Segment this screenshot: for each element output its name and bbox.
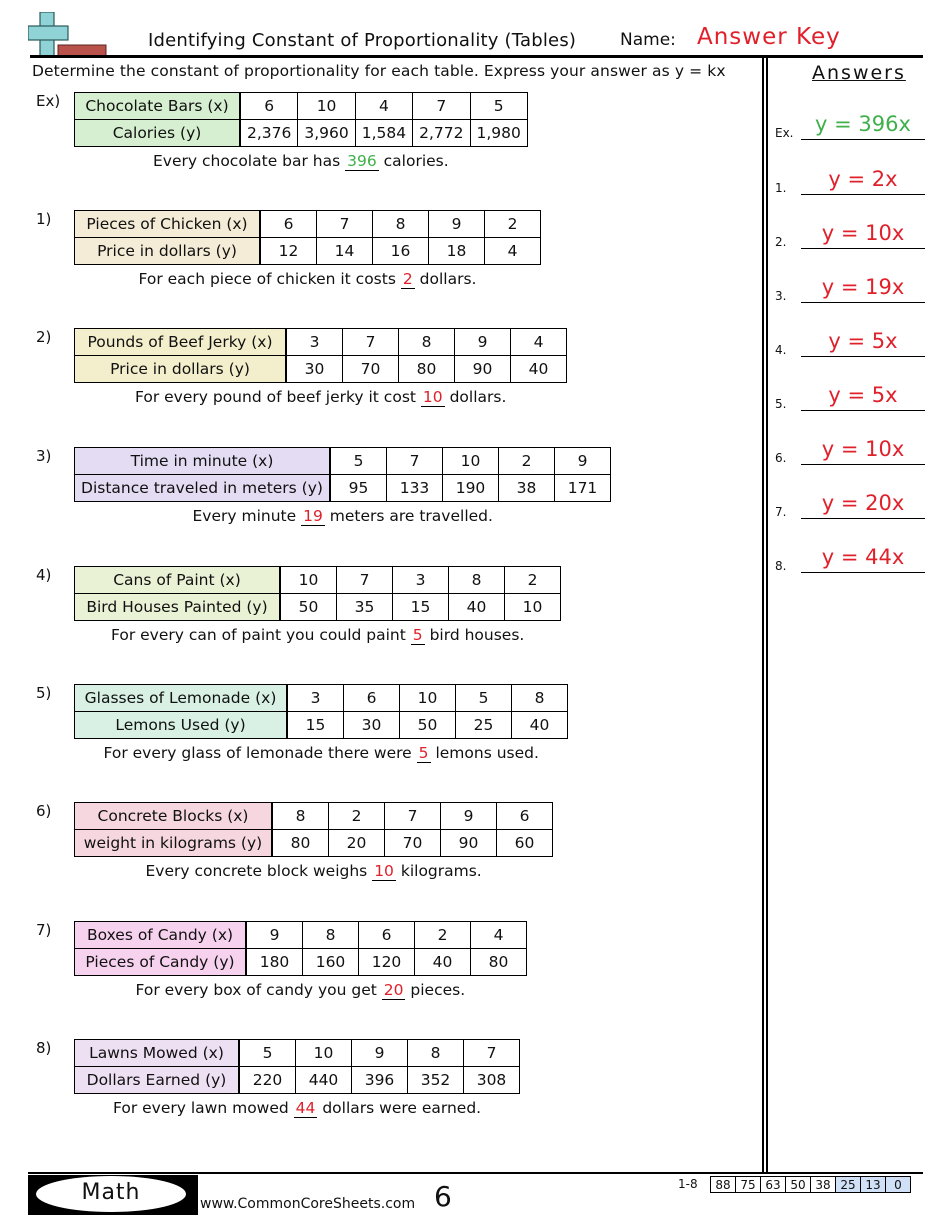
answer-number: 3.	[775, 289, 787, 303]
constant-answer: 396	[347, 152, 377, 170]
x-row	[75, 448, 611, 475]
x-label: Pounds of Beef Jerky (x)	[75, 329, 287, 356]
table-cell: 396	[352, 1067, 408, 1094]
y-label: Bird Houses Painted (y)	[75, 594, 281, 621]
sentence-end: pieces.	[405, 981, 466, 999]
table-cell: 9	[441, 803, 497, 830]
y-row	[75, 238, 541, 265]
table-cell: 9	[455, 329, 511, 356]
x-label: Boxes of Candy (x)	[75, 922, 247, 949]
x-label: Chocolate Bars (x)	[75, 93, 241, 120]
answer-sentence	[139, 270, 477, 288]
table-cell: 308	[464, 1067, 520, 1094]
table-cell: 40	[415, 949, 471, 976]
table-cell: 7	[413, 93, 470, 120]
table-cell: 15	[393, 594, 449, 621]
table-cell: 4	[485, 238, 541, 265]
x-row	[75, 1040, 520, 1067]
answer-sentence	[135, 388, 506, 406]
column-divider	[762, 58, 764, 1173]
answer-value: y = 19x	[821, 275, 905, 299]
answer-value: y = 5x	[828, 329, 898, 353]
ratio-table	[74, 566, 561, 621]
problem-number: 3)	[36, 447, 52, 465]
answer-sentence	[193, 507, 493, 525]
x-row	[75, 329, 567, 356]
constant-answer: 10	[422, 388, 443, 406]
problem-number: 6)	[36, 802, 52, 820]
x-label: Pieces of Chicken (x)	[75, 211, 261, 238]
table-cell: 50	[280, 594, 337, 621]
table-cell: 3	[393, 567, 449, 594]
sentence-start: For every pound of beef jerky it cost	[135, 388, 421, 406]
table-cell: 95	[330, 475, 387, 502]
sentence-end: dollars were earned.	[317, 1099, 482, 1117]
table-cell: 70	[385, 830, 441, 857]
table-cell: 2	[499, 448, 555, 475]
answer-number: Ex.	[775, 126, 794, 140]
answer-number: 2.	[775, 235, 787, 249]
x-row	[75, 93, 528, 120]
x-row	[75, 803, 553, 830]
table-cell: 8	[272, 803, 329, 830]
table-cell: 2	[505, 567, 561, 594]
sentence-end: kilograms.	[395, 862, 482, 880]
table-cell: 10	[298, 93, 355, 120]
y-row	[75, 949, 527, 976]
name-value: Answer Key	[697, 24, 841, 50]
sentence-start: For every glass of lemonade there were	[103, 744, 417, 762]
table-cell: 6	[240, 93, 298, 120]
table-cell: 38	[499, 475, 555, 502]
table-cell: 80	[272, 830, 329, 857]
problem-number: 4)	[36, 566, 52, 584]
answer-number: 7.	[775, 505, 787, 519]
table-cell: 352	[408, 1067, 464, 1094]
sentence-end: dollars.	[444, 388, 507, 406]
table-cell: 10	[505, 594, 561, 621]
y-label: weight in kilograms (y)	[75, 830, 273, 857]
table-cell: 40	[449, 594, 505, 621]
table-cell: 220	[239, 1067, 296, 1094]
ratio-table	[74, 921, 527, 976]
sentence-start: For each piece of chicken it costs	[138, 270, 401, 288]
y-label: Calories (y)	[75, 120, 241, 147]
table-cell: 7	[464, 1040, 520, 1067]
grade-level: 6	[434, 1180, 452, 1213]
sentence-start: For every box of candy you get	[135, 981, 382, 999]
y-label: Pieces of Candy (y)	[75, 949, 247, 976]
table-cell: 7	[337, 567, 393, 594]
table-cell: 5	[470, 93, 527, 120]
problem-item	[0, 802, 760, 920]
score-cell: 50	[786, 1177, 811, 1193]
y-row	[75, 594, 561, 621]
x-label: Time in minute (x)	[75, 448, 331, 475]
answer-number: 6.	[775, 451, 787, 465]
answer-sentence	[111, 626, 524, 644]
answer-sentence	[113, 1099, 481, 1117]
answer-value: y = 5x	[828, 383, 898, 407]
table-cell: 190	[443, 475, 499, 502]
table-cell: 2	[485, 211, 541, 238]
y-label: Price in dollars (y)	[75, 356, 287, 383]
score-cell: 88	[711, 1177, 736, 1193]
table-cell: 2	[329, 803, 385, 830]
table-cell: 4	[355, 93, 412, 120]
constant-answer: 5	[418, 744, 429, 762]
sentence-end: bird houses.	[424, 626, 525, 644]
table-cell: 20	[329, 830, 385, 857]
answer-line	[801, 518, 925, 519]
score-cell: 0	[886, 1177, 911, 1193]
answer-line	[801, 464, 925, 465]
y-row	[75, 1067, 520, 1094]
answer-row	[775, 371, 925, 411]
answer-row	[775, 317, 925, 357]
table-cell: 90	[441, 830, 497, 857]
y-label: Lemons Used (y)	[75, 712, 288, 739]
table-cell: 5	[330, 448, 387, 475]
answers-heading: Answers	[812, 62, 906, 84]
table-cell: 9	[352, 1040, 408, 1067]
table-cell: 10	[280, 567, 337, 594]
problem-item	[0, 210, 760, 328]
sentence-start: For every can of paint you could paint	[111, 626, 411, 644]
y-row	[75, 830, 553, 857]
problem-number: 1)	[36, 210, 52, 228]
y-row	[75, 120, 528, 147]
answer-sentence	[153, 152, 449, 170]
table-cell: 9	[555, 448, 611, 475]
page-title: Identifying Constant of Proportionality (Tables)	[148, 30, 577, 51]
score-cell: 13	[861, 1177, 886, 1193]
ratio-table	[74, 1039, 520, 1094]
table-cell: 2,376	[240, 120, 298, 147]
x-label: Lawns Mowed (x)	[75, 1040, 240, 1067]
table-cell: 8	[408, 1040, 464, 1067]
sentence-start: Every concrete block weighs	[145, 862, 373, 880]
table-cell: 60	[497, 830, 553, 857]
answer-line	[801, 410, 925, 411]
y-row	[75, 356, 567, 383]
table-cell: 5	[456, 685, 512, 712]
answer-number: 1.	[775, 181, 787, 195]
table-cell: 1,584	[355, 120, 412, 147]
score-cell: 75	[736, 1177, 761, 1193]
answer-row	[775, 209, 925, 249]
x-row	[75, 922, 527, 949]
table-cell: 120	[359, 949, 415, 976]
answer-value: y = 396x	[815, 112, 911, 136]
table-cell: 7	[317, 211, 373, 238]
answer-value: y = 20x	[821, 491, 905, 515]
table-cell: 15	[287, 712, 344, 739]
table-cell: 50	[400, 712, 456, 739]
table-cell: 9	[246, 922, 303, 949]
table-cell: 7	[343, 329, 399, 356]
table-cell: 90	[455, 356, 511, 383]
answer-row	[775, 479, 925, 519]
x-label: Cans of Paint (x)	[75, 567, 281, 594]
table-cell: 8	[373, 211, 429, 238]
x-row	[75, 567, 561, 594]
answer-sentence	[146, 862, 482, 880]
problem-item	[0, 92, 760, 210]
table-cell: 6	[344, 685, 400, 712]
x-row	[75, 685, 568, 712]
table-cell: 1,980	[470, 120, 527, 147]
answer-row	[775, 533, 925, 573]
constant-answer: 20	[383, 981, 404, 999]
answer-number: 4.	[775, 343, 787, 357]
answer-row	[775, 155, 925, 195]
table-cell: 8	[399, 329, 455, 356]
ratio-table	[74, 684, 568, 739]
score-cell: 63	[761, 1177, 786, 1193]
table-cell: 10	[443, 448, 499, 475]
table-cell: 25	[456, 712, 512, 739]
problem-number: Ex)	[36, 92, 61, 110]
problem-item	[0, 921, 760, 1039]
website-link[interactable]: www.CommonCoreSheets.com	[200, 1196, 416, 1212]
table-cell: 2	[415, 922, 471, 949]
header-divider	[30, 55, 923, 58]
table-cell: 160	[303, 949, 359, 976]
table-cell: 6	[497, 803, 553, 830]
column-divider	[766, 58, 768, 1173]
answer-value: y = 10x	[821, 221, 905, 245]
sentence-start: For every lawn mowed	[113, 1099, 294, 1117]
table-cell: 4	[511, 329, 567, 356]
sentence-end: meters are travelled.	[324, 507, 493, 525]
ratio-table	[74, 328, 567, 383]
answer-value: y = 2x	[828, 167, 898, 191]
y-label: Price in dollars (y)	[75, 238, 261, 265]
answer-value: y = 44x	[821, 545, 905, 569]
x-row	[75, 211, 541, 238]
table-cell: 5	[239, 1040, 296, 1067]
answer-value: y = 10x	[821, 437, 905, 461]
answer-sentence	[104, 744, 539, 762]
table-cell: 7	[387, 448, 443, 475]
answer-line	[801, 356, 925, 357]
sentence-start: Every minute	[192, 507, 302, 525]
x-label: Glasses of Lemonade (x)	[75, 685, 288, 712]
sentence-end: dollars.	[414, 270, 477, 288]
x-label: Concrete Blocks (x)	[75, 803, 273, 830]
table-cell: 70	[343, 356, 399, 383]
table-cell: 6	[260, 211, 317, 238]
table-cell: 9	[429, 211, 485, 238]
score-cell: 38	[811, 1177, 836, 1193]
answer-sentence	[136, 981, 466, 999]
table-cell: 171	[555, 475, 611, 502]
y-row	[75, 475, 611, 502]
constant-answer: 5	[412, 626, 423, 644]
y-label: Dollars Earned (y)	[75, 1067, 240, 1094]
ratio-table	[74, 447, 611, 502]
table-cell: 7	[385, 803, 441, 830]
table-cell: 2,772	[413, 120, 470, 147]
table-cell: 3	[286, 329, 343, 356]
ratio-table	[74, 210, 541, 265]
table-cell: 133	[387, 475, 443, 502]
name-label: Name:	[620, 30, 676, 50]
table-cell: 80	[471, 949, 527, 976]
answer-row	[775, 425, 925, 465]
table-cell: 16	[373, 238, 429, 265]
answer-line	[801, 194, 925, 195]
table-cell: 6	[359, 922, 415, 949]
table-cell: 40	[512, 712, 568, 739]
constant-answer: 44	[295, 1099, 316, 1117]
problem-number: 8)	[36, 1039, 52, 1057]
table-cell: 12	[260, 238, 317, 265]
problem-item	[0, 1039, 760, 1157]
sentence-start: Every chocolate bar has	[153, 152, 346, 170]
ratio-table	[74, 802, 553, 857]
problem-item	[0, 566, 760, 684]
sentence-end: calories.	[378, 152, 449, 170]
problem-item	[0, 328, 760, 446]
table-cell: 440	[296, 1067, 352, 1094]
score-range-label: 1-8	[678, 1177, 698, 1191]
score-cell: 25	[836, 1177, 861, 1193]
problem-number: 5)	[36, 684, 52, 702]
table-cell: 8	[512, 685, 568, 712]
answer-row	[775, 263, 925, 303]
table-cell: 40	[511, 356, 567, 383]
subject-label: Math	[81, 1180, 141, 1205]
table-cell: 80	[399, 356, 455, 383]
y-label: Distance traveled in meters (y)	[75, 475, 331, 502]
table-cell: 30	[344, 712, 400, 739]
answer-number: 8.	[775, 559, 787, 573]
table-cell: 35	[337, 594, 393, 621]
answer-row	[775, 100, 925, 140]
table-cell: 4	[471, 922, 527, 949]
answer-number: 5.	[775, 397, 787, 411]
table-cell: 3,960	[298, 120, 355, 147]
problem-number: 2)	[36, 328, 52, 346]
problem-item	[0, 447, 760, 565]
constant-answer: 10	[374, 862, 394, 880]
table-cell: 30	[286, 356, 343, 383]
table-cell: 8	[303, 922, 359, 949]
table-cell: 18	[429, 238, 485, 265]
answer-line	[801, 248, 925, 249]
table-cell: 3	[287, 685, 344, 712]
ratio-table	[74, 92, 528, 147]
problem-number: 7)	[36, 921, 52, 939]
y-row	[75, 712, 568, 739]
answer-line	[801, 572, 925, 573]
table-cell: 14	[317, 238, 373, 265]
table-cell: 8	[449, 567, 505, 594]
constant-answer: 2	[402, 270, 413, 288]
answer-line	[801, 302, 925, 303]
table-cell: 180	[246, 949, 303, 976]
answer-line	[801, 139, 925, 140]
instructions: Determine the constant of proportionality for each table. Express your answer as y = kx	[32, 62, 726, 80]
problem-item	[0, 684, 760, 802]
table-cell: 10	[296, 1040, 352, 1067]
footer-divider	[28, 1172, 923, 1174]
sentence-end: lemons used.	[430, 744, 539, 762]
table-cell: 10	[400, 685, 456, 712]
score-table	[710, 1176, 911, 1193]
plus-logo-icon	[28, 12, 108, 58]
constant-answer: 19	[303, 507, 323, 525]
